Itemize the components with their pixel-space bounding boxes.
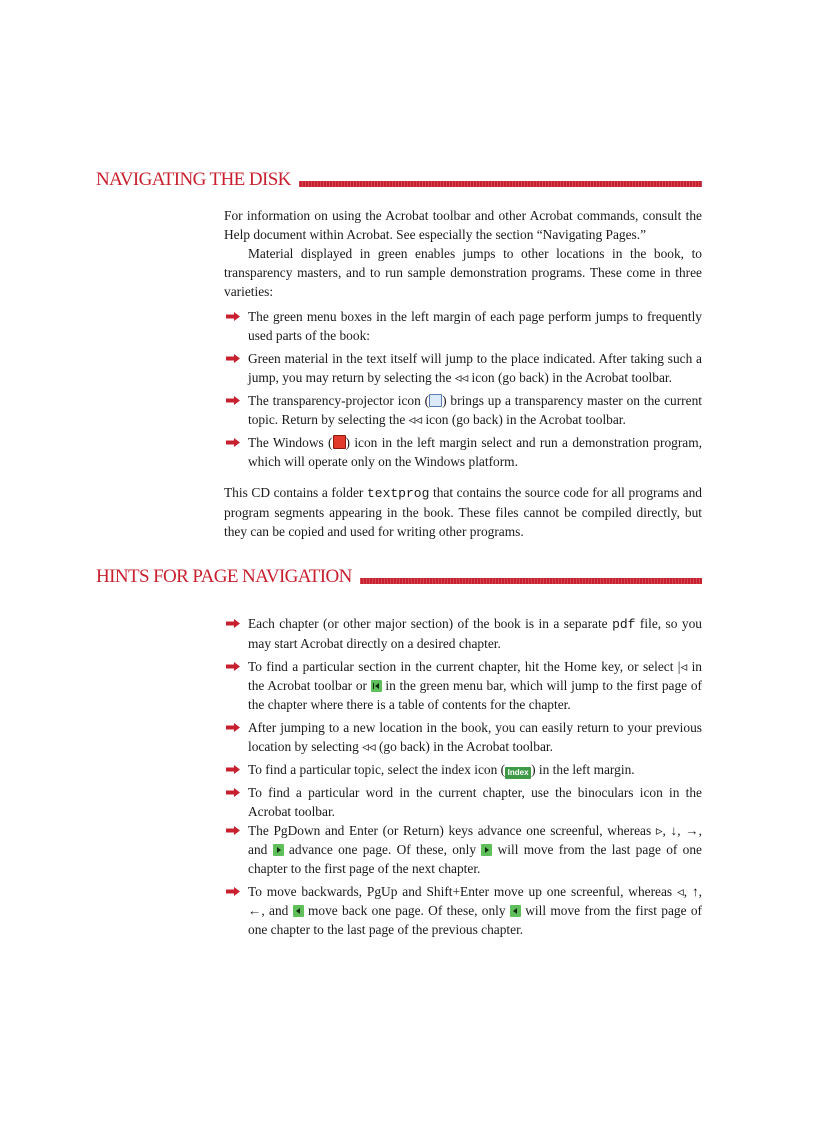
list-item: To move backwards, PgUp and Shift+Enter move up one screenful, whereas ◃, ↑, ←, and move back one page. Of these, only will move from the first page of one chapter to the last page of the previous chapter. bbox=[224, 882, 702, 939]
section-title: NAVIGATING THE DISK bbox=[96, 169, 291, 190]
list-item: After jumping to a new location in the book, you can easily return to your previous location by selecting ◃◃ (go back) in the Acrobat toolbar. bbox=[224, 718, 702, 756]
folder-name: textprog bbox=[366, 486, 430, 501]
list-item-text: ) icon in the left margin select and run a demonstration program, which will operate only on the Windows platform. bbox=[248, 435, 702, 469]
list-item: To find a particular section in the current chapter, hit the Home key, or select |◃ in the Acrobat toolbar or in the green menu bar, which will jump to the first page of the chapter where there is a table of contents for the chapter. bbox=[224, 657, 702, 714]
list-item-text: ) brings up a transparency master on the current topic. Return by selecting the ◃◃ icon (go back) in the Acrobat toolbar. bbox=[248, 393, 702, 427]
section-body-navigating bbox=[224, 206, 702, 541]
bullet-arrow-icon bbox=[226, 826, 240, 835]
section-heading-hints bbox=[96, 567, 702, 586]
bullet-arrow-icon bbox=[226, 438, 240, 447]
list-item-text: The transparency-projector icon ( bbox=[248, 393, 430, 408]
list-item bbox=[224, 349, 702, 387]
first-page-icon[interactable] bbox=[371, 680, 382, 692]
list-item: To find a particular topic, select the index icon ( Index ) in the left margin. bbox=[224, 760, 702, 779]
next-page-icon[interactable] bbox=[481, 844, 492, 856]
bullet-arrow-icon bbox=[226, 887, 240, 896]
bullet-arrow-icon bbox=[226, 619, 240, 628]
bullet-arrow-icon bbox=[226, 662, 240, 671]
file-type: pdf bbox=[612, 617, 636, 632]
list-item bbox=[224, 433, 702, 471]
section-heading-navigating bbox=[96, 170, 702, 189]
bullet-arrow-icon bbox=[226, 765, 240, 774]
next-page-icon[interactable] bbox=[273, 844, 284, 856]
list-item: Each chapter (or other major section) of the book is in a separate pdf file, so you may start Acrobat directly on a desired chapter. bbox=[224, 614, 702, 653]
prev-page-icon[interactable] bbox=[510, 905, 521, 917]
section-title: HINTS FOR PAGE NAVIGATION bbox=[96, 566, 352, 587]
bullet-arrow-icon bbox=[226, 354, 240, 363]
heading-rule bbox=[299, 181, 702, 187]
paragraph: For information on using the Acrobat toolbar and other Acrobat commands, consult the Help document within Acrobat. See especially the section “Navigating Pages.” bbox=[224, 208, 702, 242]
list-item-text: The green menu boxes in the left margin of each page perform jumps to frequently used parts of the book: bbox=[248, 309, 702, 343]
windows-demo-icon[interactable] bbox=[333, 435, 346, 449]
paragraph: Material displayed in green enables jumps to other locations in the book, to transparency masters, and to run sample demonstration programs. These come in three varieties: bbox=[224, 246, 702, 299]
list-item: To find a particular word in the current chapter, use the binoculars icon in the Acrobat toolbar. bbox=[224, 783, 702, 821]
bullet-arrow-icon bbox=[226, 312, 240, 321]
bullet-list bbox=[224, 307, 702, 471]
paragraph: This CD contains a folder textprog that contains the source code for all programs and program segments appearing in the book. These files cannot be compiled directly, but they can be copied and used for writing other programs. bbox=[224, 485, 703, 539]
index-icon[interactable]: Index bbox=[505, 767, 531, 779]
bullet-arrow-icon bbox=[226, 396, 240, 405]
list-item bbox=[224, 307, 702, 345]
projector-icon[interactable] bbox=[429, 394, 442, 407]
prev-page-icon[interactable] bbox=[293, 905, 304, 917]
bullet-list bbox=[224, 614, 702, 939]
list-item: The PgDown and Enter (or Return) keys advance one screenful, whereas ▹, ↓, →, and advance one page. Of these, only will move from the last page of one chapter to the first page of the next chapter. bbox=[224, 821, 702, 878]
heading-rule bbox=[360, 578, 702, 584]
list-item bbox=[224, 391, 702, 429]
bullet-arrow-icon bbox=[226, 788, 240, 797]
list-item-text: The Windows ( bbox=[248, 435, 333, 450]
list-item-text: Green material in the text itself will jump to the place indicated. After taking such a jump, you may return by selecting the ◃◃ icon (go back) in the Acrobat toolbar. bbox=[248, 351, 702, 385]
bullet-arrow-icon bbox=[226, 723, 240, 732]
section-body-hints bbox=[224, 614, 702, 939]
